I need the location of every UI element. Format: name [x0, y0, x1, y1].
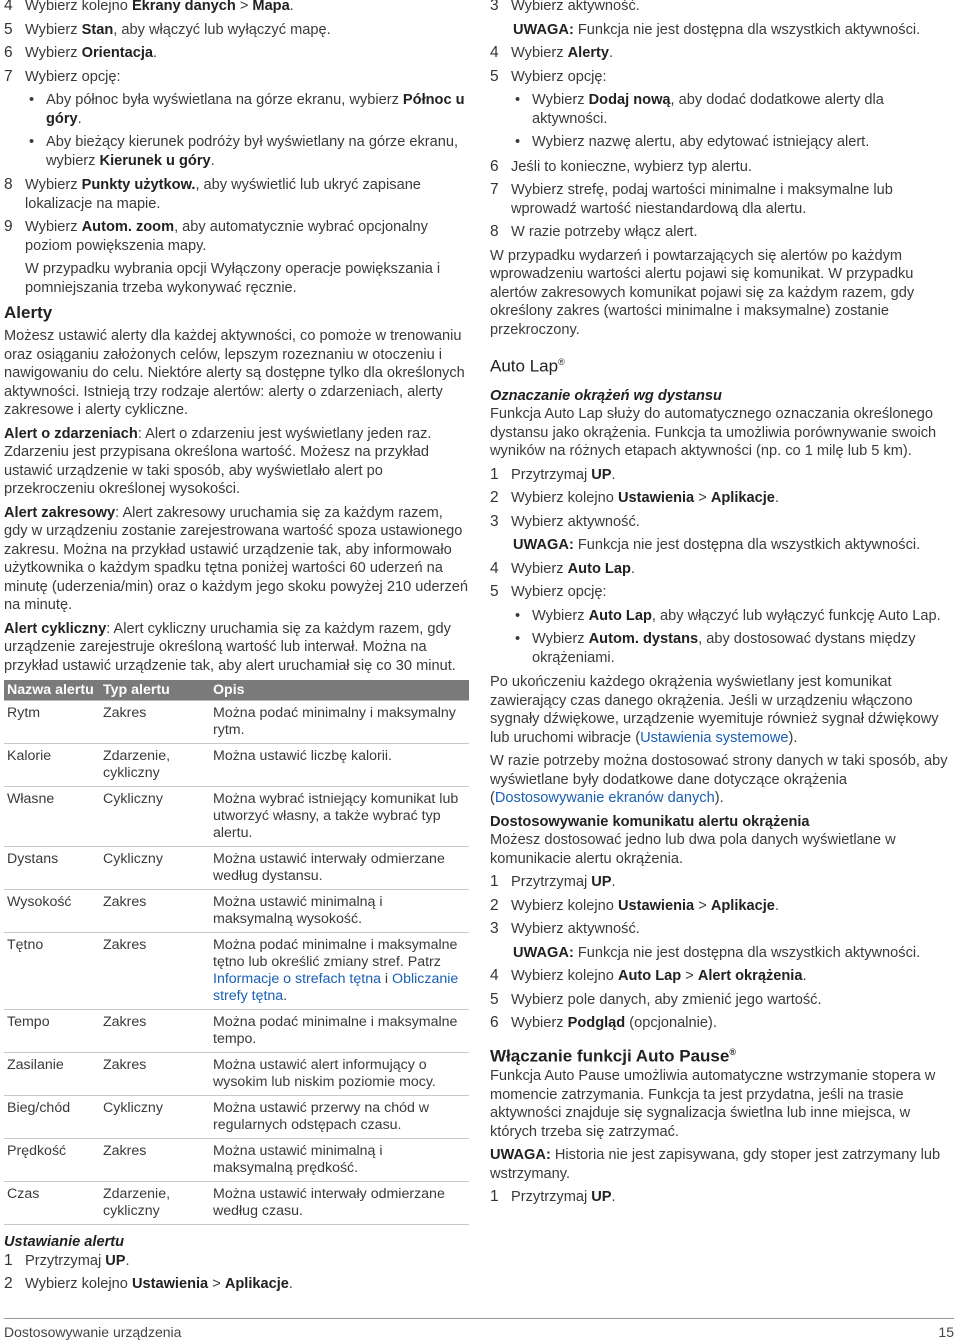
lap-distance-subheading: Oznaczanie okrążeń wg dystansu [490, 387, 722, 404]
step-4: 4 Wybierz kolejno Ekrany danych > Mapa. [4, 0, 294, 14]
data-screens-link[interactable]: Dostosowywanie ekranów danych [494, 790, 715, 807]
set-step-2: 2 Wybierz kolejno Ustawienia > Aplikacje. [4, 1275, 293, 1292]
step-7: 7 Wybierz opcję: [4, 67, 121, 85]
column-header: Nazwa alertu [4, 680, 100, 701]
table-row: Tempo Zakres Można podać minimalne i maksymalne tempo. [4, 1010, 469, 1053]
page-footer [4, 1318, 954, 1342]
lap-alert-message-intro: Możesz dostosować jedno lub dwa pola danych wyświetlane w komunikacie alertu okrążenia. [490, 832, 896, 867]
step-5: 5 Wybierz Stan, aby włączyć lub wyłączyć mapę. [4, 20, 331, 38]
set-alert-heading: Ustawianie alertu [4, 1234, 125, 1250]
list-item: • Aby bieżący kierunek podróży był wyświetlany na górze ekranu, wybierz Kierunek u góry. [29, 134, 459, 169]
left-column [4, 0, 470, 1299]
footer-section-title: Dostosowywanie urządzenia [4, 1324, 182, 1340]
lap-step-1: 1 Przytrzymaj UP. [490, 465, 616, 483]
pause-step-1: 1 Przytrzymaj UP. [490, 1188, 616, 1206]
msg-step-6: 6 Wybierz Podgląd (opcjonalnie). [490, 1014, 717, 1032]
msg-step-4: 4 Wybierz kolejno Auto Lap > Alert okrążenia. [490, 967, 807, 985]
page-number: 15 [938, 1324, 954, 1340]
alert-step-8: 8 W razie potrzeby włącz alert. [490, 223, 698, 240]
event-alert-desc: Alert o zdarzeniach: Alert o zdarzeniu jest wyświetlany jeden raz. Zdarzeniu jest przypisana określona wartość. Możesz na przykład ustawić urządzenie w taki sposób, aby wyświetlało alert po przekroczeniu określonej wysokości. [4, 425, 432, 497]
msg-step-1: 1 Przytrzymaj UP. [490, 873, 616, 891]
table-row: Prędkość Zakres Można ustawić minimalną i maksymalną prędkość. [4, 1139, 469, 1182]
set-step-1: 1 Przytrzymaj UP. [4, 1251, 130, 1269]
list-item: • Aby północ była wyświetlana na górze ekranu, wybierz Północ u góry. [29, 92, 465, 127]
alert-step-6: 6 Jeśli to konieczne, wybierz typ alertu. [490, 157, 752, 175]
auto-pause-heading: Włączanie funkcji Auto Pause® [490, 1046, 736, 1066]
alert-step-7: 7 Wybierz strefę, podaj wartości minimalne i maksymalne lub wprowadź wartość niestandardową dla alertu. [490, 181, 893, 217]
lap-data-pages-info: W razie potrzeby można dostosować strony danych w taki sposób, aby wyświetlane były dodatkowe dane dotyczące okrążenia (Dostosowywanie ekranów danych). [490, 753, 948, 807]
lap-step-2: 2 Wybierz kolejno Ustawienia > Aplikacje. [490, 489, 779, 507]
list-item: • Wybierz nazwę alertu, aby edytować istniejący alert. [515, 134, 870, 150]
table-row: Kalorie Zdarzenie, cykliczny Można ustawić liczbę kalorii. [4, 744, 469, 787]
step-6: 6 Wybierz Orientacja. [4, 44, 158, 61]
lap-step-5-options [490, 607, 952, 668]
lap-step-4: 4 Wybierz Auto Lap. [490, 559, 635, 577]
table-header-row [4, 680, 469, 701]
alerts-intro: Możesz ustawić alerty dla każdej aktywności, co pomoże w trenowaniu oraz osiąganiu założonych celów, lepszym rozeznaniu w otoczeniu i nawigowaniu do celu. Niektóre alerty są dostępne tylko dla określonych aktywności. Istnieją trzy rodzaje alertów: alerty o zdarzeniach, alerty zakresowe i alerty cykliczne. [4, 328, 465, 418]
step-7-options [4, 91, 470, 170]
auto-pause-intro: Funkcja Auto Pause umożliwia automatyczne wstrzymanie stopera w momencie zatrzymania. Funkcja ta jest przydatna, jeśli na trasie aktywności znajduje się sygnalizacja świetlna lub inne miejsca, w których trzeba się zatrzymać. [490, 1068, 936, 1140]
alerts-heading: Alerty [4, 303, 53, 322]
list-item: • Wybierz Dodaj nową, aby dodać dodatkowe alerty dla aktywności. [515, 92, 884, 127]
table-row: Tętno Zakres Można podać minimalne i maksymalne tętno lub określić zmiany stref. Patrz Informacje o strefach tętna i Obliczanie strefy tętna. [4, 933, 469, 1010]
msg-step-2: 2 Wybierz kolejno Ustawienia > Aplikacje. [490, 896, 779, 914]
alert-step-4: 4 Wybierz Alerty. [490, 44, 614, 61]
cyclic-alert-desc: Alert cykliczny: Alert cykliczny uruchamia się za każdym razem, gdy urządzenie zarejestruje określoną wartość lub interwał. Można na przykład ustawić urządzenie tak, aby alert uruchamiał się co 30 minut. [4, 620, 456, 674]
table-row: Dystans Cykliczny Można ustawić interwały odmierzane według dystansu. [4, 847, 469, 890]
lap-message-info: Po ukończeniu każdego okrążenia wyświetlany jest komunikat zawierający czas danego okrążenia. Jeśli w urządzeniu włączono sygnały dźwiękowe, urządzenie wyemituje również sygnał dźwiękowy lub uruchomi wibracje (Ustawienia systemowe). [490, 674, 939, 746]
hr-zones-calc-link[interactable]: Obliczanie strefy tętna [213, 971, 459, 1004]
right-column [490, 0, 952, 1212]
note: UWAGA: Funkcja nie jest dostępna dla wszystkich aktywności. [513, 21, 921, 38]
system-settings-link[interactable]: Ustawienia systemowe [640, 729, 789, 746]
lap-step-5: 5 Wybierz opcję: [490, 583, 607, 601]
column-header: Opis [210, 680, 469, 701]
step-9-note: W przypadku wybrania opcji Wyłączony operacje powiększania i pomniejszania trzeba wykonywać ręcznie. [25, 261, 441, 296]
step-8: 8 Wybierz Punkty użytkow., aby wyświetlić lub ukryć zapisane lokalizacje na mapie. [4, 176, 421, 212]
list-item: • Wybierz Autom. dystans, aby dostosować dystans między okrążeniami. [515, 631, 916, 666]
table-row: Czas Zdarzenie, cykliczny Można ustawić interwały odmierzane według czasu. [4, 1182, 469, 1225]
alert-message-info: W przypadku wydarzeń i powtarzających się alertów po każdym wprowadzeniu wartości alertu pojawi się komunikat. W przypadku alertów zakresowych komunikat pojawi się za każdym razem, gdy określony zakres (wartości minimalne i maksymalne) zostanie przekroczony. [490, 247, 915, 338]
auto-lap-intro: Funkcja Auto Lap służy do automatycznego oznaczania określonego dystansu jako okrążenia. Funkcja ta umożliwia porównywanie swoich wyników na różnych etapach aktywności (np. co 1 milę lub 5 km). [490, 406, 937, 460]
alert-step-3: 3 Wybierz aktywność. [490, 0, 640, 14]
msg-step-5: 5 Wybierz pole danych, aby zmienić jego wartość. [490, 990, 822, 1008]
table-row: Rytm Zakres Można podać minimalny i maksymalny rytm. [4, 701, 469, 744]
note: UWAGA: Funkcja nie jest dostępna dla wszystkich aktywności. [513, 944, 921, 961]
alerts-table [4, 680, 469, 1225]
alert-step-5-options [490, 91, 952, 152]
hr-zones-link[interactable]: Informacje o strefach tętna [213, 971, 381, 987]
table-row: Zasilanie Zakres Można ustawić alert informujący o wysokim lub niskim poziomie mocy. [4, 1053, 469, 1096]
lap-step-3: 3 Wybierz aktywność. [490, 512, 640, 530]
auto-pause-note: UWAGA: Historia nie jest zapisywana, gdy stoper jest zatrzymany lub wstrzymany. [490, 1147, 941, 1182]
msg-step-3: 3 Wybierz aktywność. [490, 920, 640, 938]
step-9: 9 Wybierz Autom. zoom, aby automatycznie wybrać opcjonalny poziom powiększenia mapy. [4, 218, 428, 254]
auto-lap-heading: Auto Lap® [490, 356, 565, 376]
table-row: Wysokość Zakres Można ustawić minimalną i maksymalną wysokość. [4, 890, 469, 933]
column-header: Typ alertu [100, 680, 210, 701]
alert-step-5: 5 Wybierz opcję: [490, 67, 607, 85]
lap-alert-message-heading: Dostosowywanie komunikatu alertu okrążenia [490, 813, 810, 830]
table-row: Bieg/chód Cykliczny Można ustawić przerwy na chód w regularnych odstępach czasu. [4, 1096, 469, 1139]
range-alert-desc: Alert zakresowy: Alert zakresowy uruchamia się za każdym razem, gdy w urządzeniu zostanie zarejestrowana wartość spoza ustawionego zakresu. Można na przykład ustawić urządzenie tak, aby informowało użytkownika o każdym spadku tętna poniżej wartości 60 uderzeń na minutę (uderzenia/min) oraz o każdym jego skoku powyżej 210 uderzeń na minutę. [4, 504, 468, 613]
table-row: Własne Cykliczny Można wybrać istniejący komunikat lub utworzyć własny, a także wybrać typ alertu. [4, 787, 469, 847]
list-item: • Wybierz Auto Lap, aby włączyć lub wyłączyć funkcję Auto Lap. [515, 607, 941, 624]
note: UWAGA: Funkcja nie jest dostępna dla wszystkich aktywności. [513, 537, 921, 554]
